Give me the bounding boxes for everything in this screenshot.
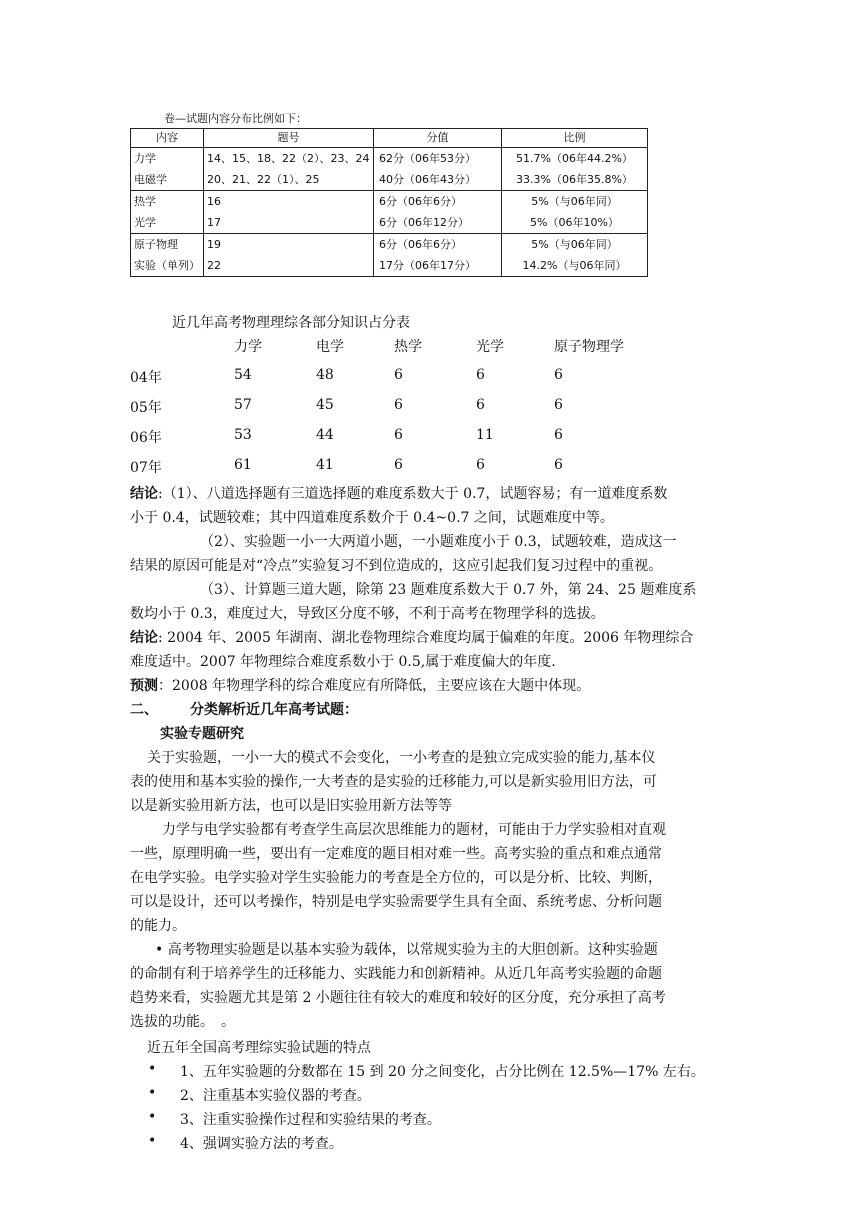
table-cell [501,234,647,277]
conclusion2-line [130,627,693,647]
prediction-line [130,675,590,695]
section-title: 分类解析近几年高考试题： [190,702,358,718]
bullet-icon: • [148,1109,157,1125]
table2-value: 6 [394,427,403,443]
conclusion-text: :（1）、八道选择题有三道选择题的难度系数大于 0.7，试题容易；有一道难度系数 [158,486,668,502]
table-cell [373,234,501,277]
cell-text: 6分（06年6分） [378,238,462,251]
cell-text: 6分（06年6分） [378,195,462,208]
header-content: 内容 [131,129,204,148]
conclusion1-line: （2）、实验题一小一大两道小题，一小题难度小于 0.3，试题较难，造成这一 [200,534,677,550]
conclusion1-line: （3）、计算题三道大题，除第 23 题难度系数大于 0.7 外，第 24、25 题难度系 [200,582,697,598]
conclusion1-line: 数均小于 0.3，难度过大，导致区分度不够，不利于高考在物理学科的选拔。 [130,606,605,622]
list-item: 4、强调实验方法的考查。 [180,1136,343,1152]
paragraph-line: 表的使用和基本实验的操作,一大考查的是实验的迁移能力,可以是新实验用旧方法，可 [130,774,657,790]
paragraph-line: 的能力。 [130,918,186,934]
prediction-label: 预测 [130,678,158,694]
cell-text: 33.3%（06年35.8%） [516,173,633,186]
table2-value: 41 [316,457,334,473]
cell-text: 22 [207,259,221,272]
cell-text: 40分（06年43分） [378,173,476,186]
paragraph-line: 选拔的功能。 。 [130,1014,235,1030]
table2-value: 6 [554,427,563,443]
table2-value: 6 [554,397,563,413]
conclusion1-line: 小于 0.4，试题较难；其中四道难度系数介于 0.4~0.7 之间，试题难度中等。 [130,510,614,526]
cell-text: 5%（与06年同） [531,238,618,251]
cell-text: 热学 [134,195,156,208]
paragraph-line: 趋势来看，实验题尤其是第 2 小题往往有较大的难度和较好的区分度，充分承担了高考 [130,990,666,1006]
table-cell [204,234,374,277]
cell-text: 实验（单列） [134,259,200,272]
table2-value: 44 [316,427,334,443]
table2-header-mechanics: 力学 [234,339,262,355]
table2-header-atomic: 原子物理学 [554,339,624,355]
table-row [131,234,648,277]
cell-text: 19 [207,238,221,251]
cell-text: 16 [207,195,221,208]
cell-text: 17分（06年17分） [378,259,476,272]
bullet-icon: • [148,1085,157,1101]
list-title: 近五年全国高考理综实验试题的特点 [147,1040,371,1056]
table2-value: 61 [234,457,252,473]
table2-value: 6 [394,367,403,383]
section2-title [190,699,358,719]
cell-text: 14.2%（与06年同） [522,259,627,272]
table-cell [501,148,647,191]
section2-heading [130,699,158,719]
cell-text: 电磁学 [134,173,167,186]
table2-header-thermal: 热学 [394,339,422,355]
cell-text: 20、21、22（1）、25 [207,173,320,186]
table2-value: 6 [394,397,403,413]
table1-caption: 卷—试题内容分布比例如下： [164,112,307,125]
table-cell [131,148,204,191]
header-question-number: 题号 [204,129,374,148]
table-header-row [131,129,648,148]
table2-year: 04年 [130,370,162,386]
table-row [131,191,648,234]
table2-header-optics: 光学 [476,339,504,355]
table2-value: 6 [476,457,485,473]
paragraph-line: 一些，原理明确一些，要出有一定难度的题目相对难一些。高考实验的重点和难点通常 [130,846,662,862]
paragraph-line: • 高考物理实验题是以基本实验为载体，以常规实验为主的大胆创新。这种实验题 [155,942,658,958]
table2-value: 57 [234,397,252,413]
cell-text: 17 [207,216,221,229]
table2-title: 近几年高考物理理综各部分知识占分表 [172,315,410,331]
header-score: 分值 [373,129,501,148]
paragraph-line: 在电学实验。电学实验对学生实验能力的考查是全方位的，可以是分析、比较、判断， [130,870,662,886]
table-cell [131,234,204,277]
cell-text: 力学 [134,152,156,165]
table2-year: 07年 [130,460,162,476]
conclusion-label: 结论 [130,486,158,502]
conclusion1-line [130,483,667,503]
table-cell [501,191,647,234]
table2-value: 53 [234,427,252,443]
header-ratio: 比例 [501,129,647,148]
table2-value: 6 [554,457,563,473]
table2-value: 6 [476,367,485,383]
table2-year: 05年 [130,400,162,416]
paragraph-line: 以是新实验用新方法，也可以是旧实验用新方法等等 [130,798,452,814]
cell-text: 5%（06年10%） [530,216,619,229]
table2-value: 45 [316,397,334,413]
content-distribution-table [130,128,648,277]
table2-value: 48 [316,367,334,383]
table2-value: 6 [476,397,485,413]
table-cell [204,191,374,234]
table-cell [131,191,204,234]
conclusion2-line: 难度适中。2007 年物理综合难度系数小于 0.5,属于难度偏大的年度. [130,654,556,670]
table2-value: 6 [554,367,563,383]
table-cell [204,148,374,191]
bullet-icon: • [148,1061,157,1077]
cell-text: 光学 [134,216,156,229]
conclusion-text: : 2004 年、2005 年湖南、湖北卷物理综合难度均属于偏难的年度。2006 年物理综合 [158,630,694,646]
table2-value: 54 [234,367,252,383]
table-row [131,148,648,191]
subsection-title [160,723,244,743]
bullet-icon: • [148,1133,157,1149]
paragraph-line: 关于实验题，一小一大的模式不会变化，一小考查的是独立完成实验的能力,基本仪 [147,750,656,766]
prediction-text: ：2008 年物理学科的综合难度应有所降低，主要应该在大题中体现。 [158,678,591,694]
list-item: 3、注重实验操作过程和实验结果的考查。 [180,1112,441,1128]
table2-value: 6 [394,457,403,473]
table2-header-electricity: 电学 [316,339,344,355]
paragraph-line: 的命制有利于培养学生的迁移能力、实践能力和创新精神。从近几年高考实验题的命题 [130,966,662,982]
cell-text: 62分（06年53分） [378,152,476,165]
table-cell [373,148,501,191]
cell-text: 51.7%（06年44.2%） [516,152,633,165]
paragraph-line: 力学与电学实验都有考查学生高层次思维能力的题材，可能由于力学实验相对直观 [162,822,666,838]
cell-text: 6分（06年12分） [378,216,469,229]
section-number: 二、 [130,702,158,718]
cell-text: 5%（与06年同） [531,195,618,208]
table-cell [373,191,501,234]
paragraph-line: 可以是设计，还可以考操作，特别是电学实验需要学生具有全面、系统考虑、分析问题 [130,894,662,910]
table2-year: 06年 [130,430,162,446]
cell-text: 原子物理 [134,238,178,251]
table2-value: 11 [476,427,494,443]
subsection-title-text: 实验专题研究 [160,726,244,742]
list-item: 2、注重基本实验仪器的考查。 [180,1088,371,1104]
cell-text: 14、15、18、22（2）、23、24 [207,152,370,165]
conclusion1-line: 结果的原因可能是对“冷点”实验复习不到位造成的，这应引起我们复习过程中的重视。 [130,558,663,574]
list-item: 1、五年实验题的分数都在 15 到 20 分之间变化，占分比例在 12.5%—17% 左右。 [180,1064,705,1080]
conclusion-label: 结论 [130,630,158,646]
